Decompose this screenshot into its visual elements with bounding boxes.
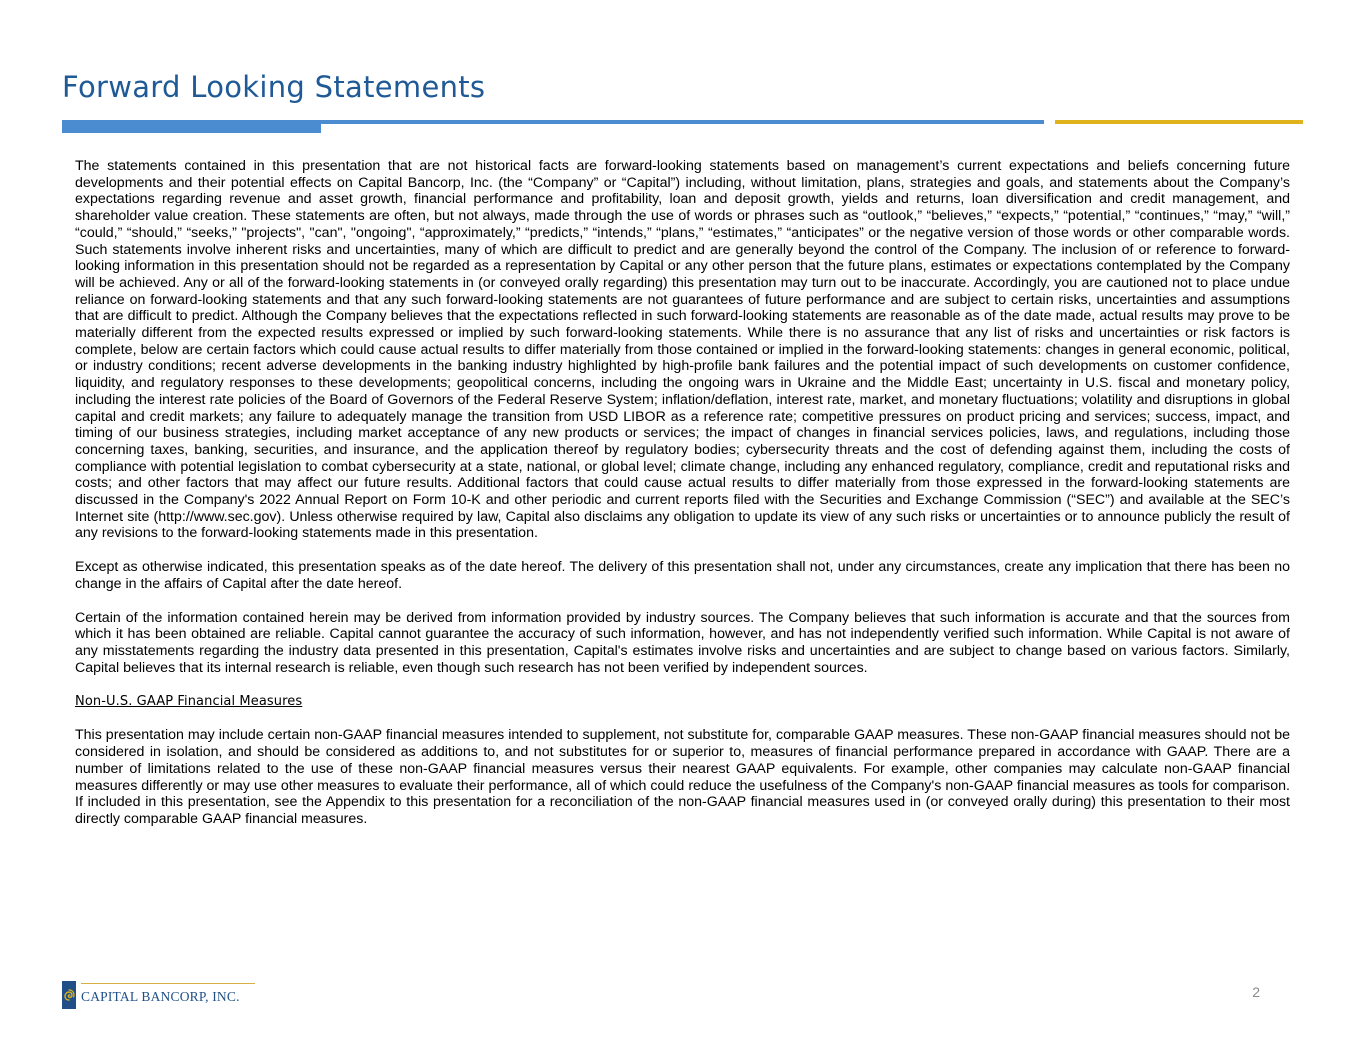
title-rule-blue <box>321 120 1044 124</box>
title-rule-thick <box>62 120 321 133</box>
title-rule-gold <box>1055 120 1303 124</box>
logo-text: CAPITAL BANCORP, INC. <box>81 989 240 1004</box>
page-number: 2 <box>1252 984 1260 1000</box>
body-content <box>75 158 1290 828</box>
non-gaap-heading: Non-U.S. GAAP Financial Measures <box>75 694 303 710</box>
non-gaap-paragraph: This presentation may include certain non-GAAP financial measures intended to supplement, not substitute for, comparable GAAP measures. These non-GAAP financial measures should not be considered in isolation, and should be considered as additions to, and not substitutes for or superior to, measures of financial performance prepared in accordance with GAAP. There are a number of limitations related to the use of these non-GAAP financial measures versus their nearest GAAP equivalents. For example, other companies may calculate non-GAAP financial measures differently or may use other measures to evaluate their performance, all of which could reduce the usefulness of the Company's non-GAAP financial measures as tools for comparison. If included in this presentation, see the Appendix to this presentation for a reconciliation of the non-GAAP financial measures used in (or conveyed orally during) this presentation to their most directly comparable GAAP financial measures. <box>75 727 1290 827</box>
swirl-logo-icon <box>62 981 76 1009</box>
disclaimer-paragraph-date: Except as otherwise indicated, this presentation speaks as of the date hereof. The delivery of this presentation shall not, under any circumstances, create any implication that there has been no change in the affairs of Capital after the date hereof. <box>75 559 1290 592</box>
disclaimer-paragraph-forward-looking: The statements contained in this presentation that are not historical facts are forward-looking statements based on management’s current expectations and beliefs concerning future developments and their potential effects on Capital Bancorp, Inc. (the “Company” or “Capital”) including, without limitation, plans, strategies and goals, and statements about the Company’s expectations regarding revenue and asset growth, financial performance and profitability, loan and deposit growth, yields and returns, loan diversification and credit management, and shareholder value creation. These statements are often, but not always, made through the use of words or phrases such as “outlook,” “believes,” “expects,” “potential,” “continues,” “may,” “will,” “could,” “should,” “seeks,” "projects", "can", "ongoing", “approximately,” “predicts,” “intends,” “plans,” “estimates,” “anticipates” or the negative version of those words or other comparable words. Such statements involve inherent risks and uncertainties, many of which are difficult to predict and are generally beyond the control of the Company. The inclusion of or reference to forward-looking information in this presentation should not be regarded as a representation by Capital or any other person that the future plans, estimates or expectations contemplated by the Company will be achieved. Any or all of the forward-looking statements in (or conveyed orally regarding) this presentation may turn out to be inaccurate. Accordingly, you are cautioned not to place undue reliance on forward-looking statements and that any such forward-looking statements are not guarantees of future performance and are subject to certain risks, uncertainties and assumptions that are difficult to predict. Although the Company believes that the expectations reflected in such forward-looking statements are reasonable as of the date made, actual results may prove to be materially different from the expected results expressed or implied by such forward-looking statements. While there is no assurance that any list of risks and uncertainties or risk factors is complete, below are certain factors which could cause actual results to differ materially from those contained or implied in the forward-looking statements: changes in general economic, political, or industry conditions; recent adverse developments in the banking industry highlighted by high-profile bank failures and the potential impact of such developments on customer confidence, liquidity, and regulatory responses to these developments; geopolitical concerns, including the ongoing wars in Ukraine and the Middle East; uncertainty in U.S. fiscal and monetary policy, including the interest rate policies of the Board of Governors of the Federal Reserve System; inflation/deflation, interest rate, market, and monetary fluctuations; volatility and disruptions in global capital and credit markets; any failure to adequately manage the transition from USD LIBOR as a reference rate; competitive pressures on product pricing and services; success, impact, and timing of our business strategies, including market acceptance of any new products or services; the impact of changes in financial services policies, laws, and regulations, including those concerning taxes, banking, securities, and insurance, and the application thereof by regulatory bodies; cybersecurity threats and the cost of defending against them, including the costs of compliance with potential legislation to combat cybersecurity at a state, national, or global level; climate change, including any enhanced regulatory, compliance, credit and reputational risks and costs; and other factors that may affect our future results. Additional factors that could cause actual results to differ materially from those expressed in the forward-looking statements are discussed in the Company's 2022 Annual Report on Form 10-K and other periodic and current reports filed with the Securities and Exchange Commission (“SEC”) and available at the SEC’s Internet site (http://www.sec.gov). Unless otherwise required by law, Capital also disclaims any obligation to update its view of any such risks or uncertainties or to announce publicly the result of any revisions to the forward-looking statements made in this presentation. <box>75 158 1290 542</box>
disclaimer-paragraph-industry-data: Certain of the information contained herein may be derived from information provided by industry sources. The Company believes that such information is accurate and that the sources from which it has been obtained are reliable. Capital cannot guarantee the accuracy of such information, however, and has not independently verified such information. While Capital is not aware of any misstatements regarding the industry data presented in this presentation, Capital's estimates involve risks and uncertainties and are subject to change based on various factors. Similarly, Capital believes that its internal research is reliable, even though such research has not been verified by independent sources. <box>75 609 1290 676</box>
page-title: Forward Looking Statements <box>62 70 486 104</box>
logo-gold-line <box>81 983 255 984</box>
company-logo <box>62 981 240 1009</box>
